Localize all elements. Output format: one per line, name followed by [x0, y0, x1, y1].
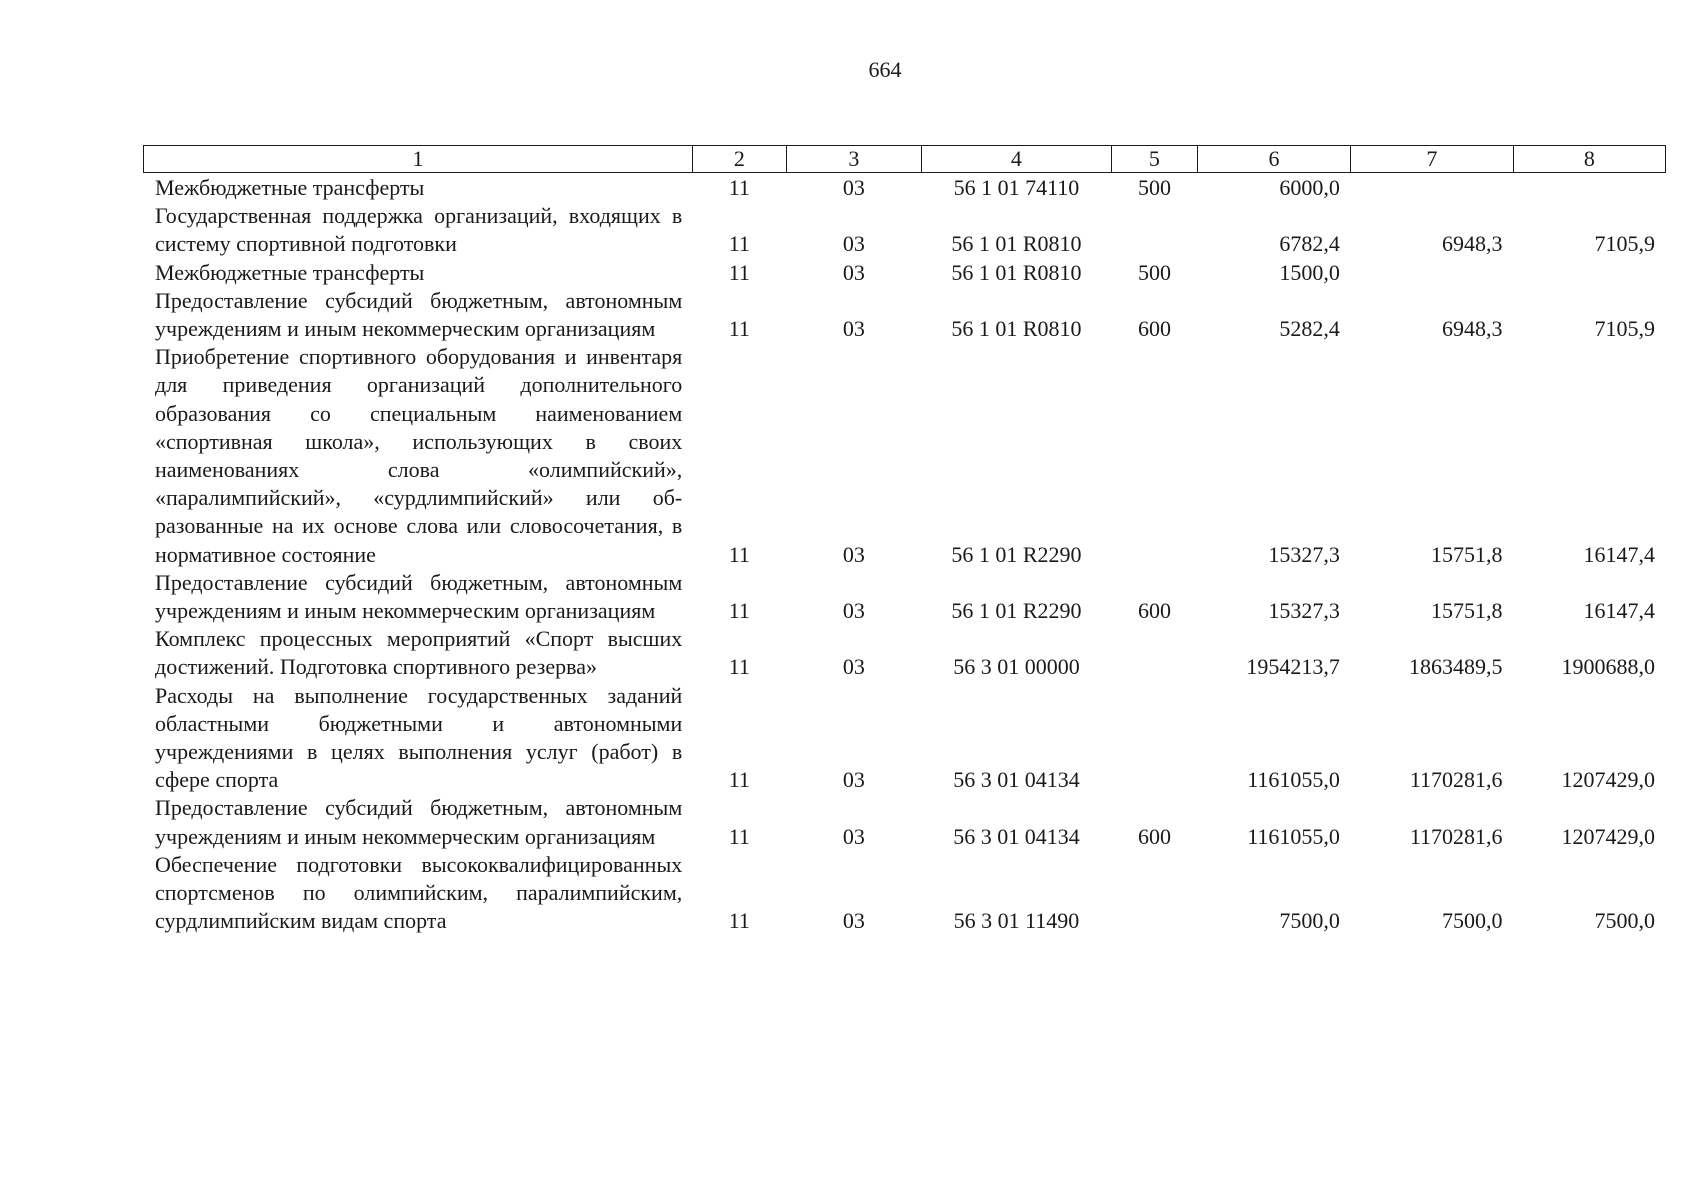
row-value-col8: 1207429,0	[1561, 767, 1655, 793]
row-target-code: 56 3 01 04134	[953, 823, 1080, 849]
row-name: Комплекс процессных мероприятий «Спорт высших достижений. Подготовка спортивного резерва»	[155, 626, 683, 680]
row-expense-type	[1112, 851, 1198, 936]
table-row	[143, 682, 1666, 795]
row-expense-type: 600	[1138, 598, 1172, 624]
row-name: Государственная поддержка организаций, входящих в систему спортивной подготовки	[155, 203, 683, 257]
table-row	[143, 569, 1666, 625]
table-row	[143, 287, 1666, 343]
row-subsection: 03	[842, 823, 865, 849]
row-value-col7	[1351, 174, 1514, 202]
row-value-col7: 1170281,6	[1409, 823, 1503, 849]
row-value-col6: 1161055,0	[1247, 823, 1340, 849]
table-row	[143, 202, 1666, 258]
row-section: 11	[728, 259, 750, 285]
row-value-col8: 1207429,0	[1561, 823, 1655, 849]
row-section: 11	[728, 654, 750, 680]
row-subsection: 03	[842, 259, 865, 285]
row-section: 11	[728, 767, 750, 793]
row-value-col7: 6948,3	[1442, 316, 1503, 342]
row-target-code: 56 1 01 74110	[953, 175, 1080, 200]
row-value-col6: 1161055,0	[1247, 767, 1340, 793]
row-value-col7: 7500,0	[1442, 908, 1503, 934]
row-target-code: 56 3 01 11490	[953, 908, 1080, 934]
table-row	[143, 794, 1666, 850]
column-header-4: 4	[921, 146, 1111, 173]
table-row	[143, 259, 1666, 287]
row-subsection: 03	[842, 654, 865, 680]
budget-table	[143, 174, 1666, 935]
row-value-col8: 16147,4	[1583, 541, 1655, 567]
row-subsection: 03	[842, 541, 865, 567]
row-value-col6: 1954213,7	[1246, 654, 1340, 680]
row-expense-type: 600	[1138, 823, 1172, 849]
row-subsection: 03	[842, 231, 865, 257]
row-expense-type	[1112, 625, 1198, 681]
row-value-col7: 15751,8	[1431, 598, 1503, 624]
row-value-col8: 7500,0	[1594, 908, 1655, 934]
row-value-col7	[1351, 259, 1514, 287]
row-value-col6: 6000,0	[1279, 175, 1340, 200]
table-row	[143, 343, 1666, 569]
row-name: Предоставление субсидий бюджетным, автономным учреждениям и иным некоммерческим организациям	[155, 569, 683, 624]
table-row	[143, 625, 1666, 681]
row-section: 11	[728, 231, 750, 257]
row-expense-type	[1112, 682, 1198, 795]
row-subsection: 03	[842, 908, 865, 934]
row-target-code: 56 1 01 R0810	[951, 259, 1082, 285]
row-value-col8: 1900688,0	[1561, 654, 1655, 680]
row-name: Предоставление субсидий бюджетным, автономным учреждениям и иным некоммерческим организациям	[155, 795, 683, 849]
row-target-code: 56 1 01 R0810	[951, 231, 1082, 257]
row-subsection: 03	[842, 598, 865, 624]
column-header-7: 7	[1351, 146, 1514, 173]
row-value-col8	[1514, 259, 1666, 287]
column-header-3: 3	[786, 146, 921, 173]
row-subsection: 03	[842, 175, 865, 200]
row-value-col6: 5282,4	[1279, 316, 1340, 342]
row-value-col7: 1170281,6	[1409, 767, 1503, 793]
row-value-col8: 16147,4	[1583, 598, 1655, 624]
column-header-5: 5	[1111, 146, 1197, 173]
row-expense-type: 600	[1138, 316, 1172, 342]
row-section: 11	[728, 541, 750, 567]
row-name: Расходы на выполнение государственных заданий областными бюджетными и автономными учреждениями в целях выполнения услуг (работ) в сфере спорта	[155, 682, 683, 793]
row-name: Приобретение спортивного оборудования и инвентаря для приведения организаций дополнительного образования со специальным наименованием «спортивная школа», использующих в своих наименованиях слова «олимпийский», «паралимпийский», «сурдлимпийский» или образованные на их основе слова или словосочетания, в нормативное состояние	[155, 344, 683, 567]
row-name: Межбюджетные трансферты	[155, 259, 425, 285]
header-row	[144, 146, 1666, 173]
row-value-col6: 1500,0	[1279, 259, 1340, 285]
row-target-code: 56 1 01 R0810	[951, 316, 1082, 342]
column-header-2: 2	[692, 146, 786, 173]
page-number: 664	[868, 57, 902, 82]
row-name: Межбюджетные трансферты	[155, 175, 425, 200]
row-expense-type	[1112, 343, 1198, 569]
column-header-8: 8	[1513, 146, 1665, 173]
column-header-6: 6	[1197, 146, 1350, 173]
row-value-col6: 7500,0	[1279, 908, 1340, 934]
row-expense-type: 500	[1138, 259, 1172, 285]
table-row	[143, 851, 1666, 936]
row-value-col7: 1863489,5	[1409, 654, 1503, 680]
table-row	[143, 174, 1666, 202]
row-expense-type	[1112, 202, 1198, 258]
row-section: 11	[728, 908, 750, 934]
row-expense-type: 500	[1138, 175, 1172, 200]
row-section: 11	[728, 598, 750, 624]
row-value-col6: 15327,3	[1268, 598, 1340, 624]
row-section: 11	[728, 316, 750, 342]
row-value-col6: 15327,3	[1268, 541, 1340, 567]
row-subsection: 03	[842, 767, 865, 793]
row-name: Обеспечение подготовки высококвалифицированных спортсменов по олимпийским, паралимпийским, сурдлимпийским видам спорта	[155, 851, 683, 934]
row-value-col7: 15751,8	[1431, 541, 1503, 567]
row-name: Предоставление субсидий бюджетным, автономным учреждениям и иным некоммерческим организациям	[155, 287, 683, 342]
row-value-col6: 6782,4	[1279, 231, 1340, 257]
row-target-code: 56 3 01 00000	[953, 654, 1080, 680]
row-value-col7: 6948,3	[1442, 231, 1503, 257]
row-target-code: 56 3 01 04134	[953, 767, 1080, 793]
row-value-col8	[1514, 174, 1666, 202]
row-section: 11	[728, 823, 750, 849]
column-header-1: 1	[144, 146, 693, 173]
table-header	[143, 145, 1666, 173]
row-subsection: 03	[842, 316, 865, 342]
row-value-col8: 7105,9	[1594, 231, 1655, 257]
row-section: 11	[728, 175, 750, 200]
row-target-code: 56 1 01 R2290	[951, 598, 1082, 624]
row-target-code: 56 1 01 R2290	[951, 541, 1082, 567]
row-value-col8: 7105,9	[1594, 316, 1655, 342]
